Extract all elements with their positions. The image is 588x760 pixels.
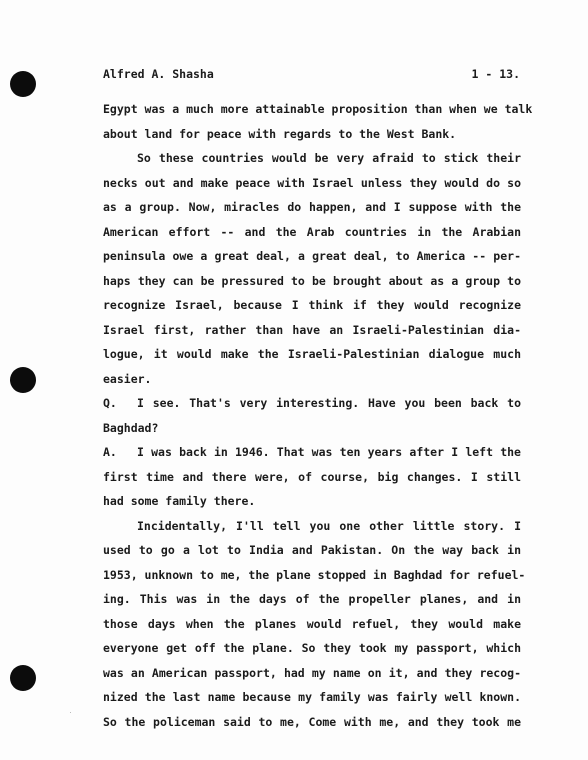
text-line: nized the last name because my family was fairly well known.	[103, 690, 521, 704]
text-line: 1953, unknown to me, the plane stopped in Baghdad for refuel-	[103, 567, 526, 582]
text-line: So these countries would be very afraid to stick their	[137, 151, 521, 165]
binder-hole-bottom	[10, 665, 36, 691]
text-line: Incidentally, I'll tell you one other little story. I	[137, 518, 521, 533]
answer-text: I was back in 1946. That was ten years after I left the	[137, 445, 521, 459]
binder-hole-middle	[10, 367, 36, 393]
question-text: I see. That's very interesting. Have you been back to	[137, 396, 521, 410]
text-line: had some family there.	[103, 494, 256, 508]
text-line: as a group. Now, miracles do happen, and I suppose with the	[103, 200, 521, 214]
text-line: Israel first, rather than have an Israeli-Palestinian dia-	[103, 322, 521, 337]
paper-speck	[70, 712, 71, 713]
text-line: everyone get off the plane. So they took my passport, which	[103, 641, 521, 655]
question-line	[103, 391, 521, 416]
text-line: So the policeman said to me, Come with me, and they took me	[103, 714, 521, 729]
text-line: necks out and make peace with Israel unless they would do so	[103, 175, 521, 190]
text-line: American effort -- and the Arab countries in the Arabian	[103, 224, 521, 239]
text-line: logue, it would make the Israeli-Palestinian dialogue much	[103, 347, 521, 361]
answer-marker: A.	[103, 445, 117, 459]
interviewee-name: Alfred A. Shasha	[103, 67, 214, 81]
text-line: recognize Israel, because I think if they would recognize	[103, 298, 521, 312]
text-line: used to go a lot to India and Pakistan. On the way back in	[103, 543, 521, 557]
page-number: 1 - 13.	[471, 67, 520, 81]
binder-hole-top	[10, 71, 36, 97]
text-line: those days when the planes would refuel, they would make	[103, 616, 521, 631]
answer-line	[103, 440, 521, 465]
text-line: was an American passport, had my name on it, and they recog-	[103, 665, 521, 680]
text-line: haps they can be pressured to be brought about as a group to	[103, 273, 521, 288]
text-line: Egypt was a much more attainable proposition than when we talk	[103, 102, 533, 116]
text-line: Baghdad?	[103, 420, 159, 435]
transcript-body	[103, 97, 533, 734]
text-line: ing. This was in the days of the propeller planes, and in	[103, 592, 521, 606]
text-line: easier.	[103, 371, 152, 386]
text-line: about land for peace with regards to the West Bank.	[103, 126, 457, 141]
page-header	[103, 64, 520, 84]
question-marker: Q.	[103, 396, 117, 410]
text-line: peninsula owe a great deal, a great deal, to America -- per-	[103, 249, 521, 263]
text-line: first time and there were, of course, big changes. I still	[103, 469, 521, 484]
